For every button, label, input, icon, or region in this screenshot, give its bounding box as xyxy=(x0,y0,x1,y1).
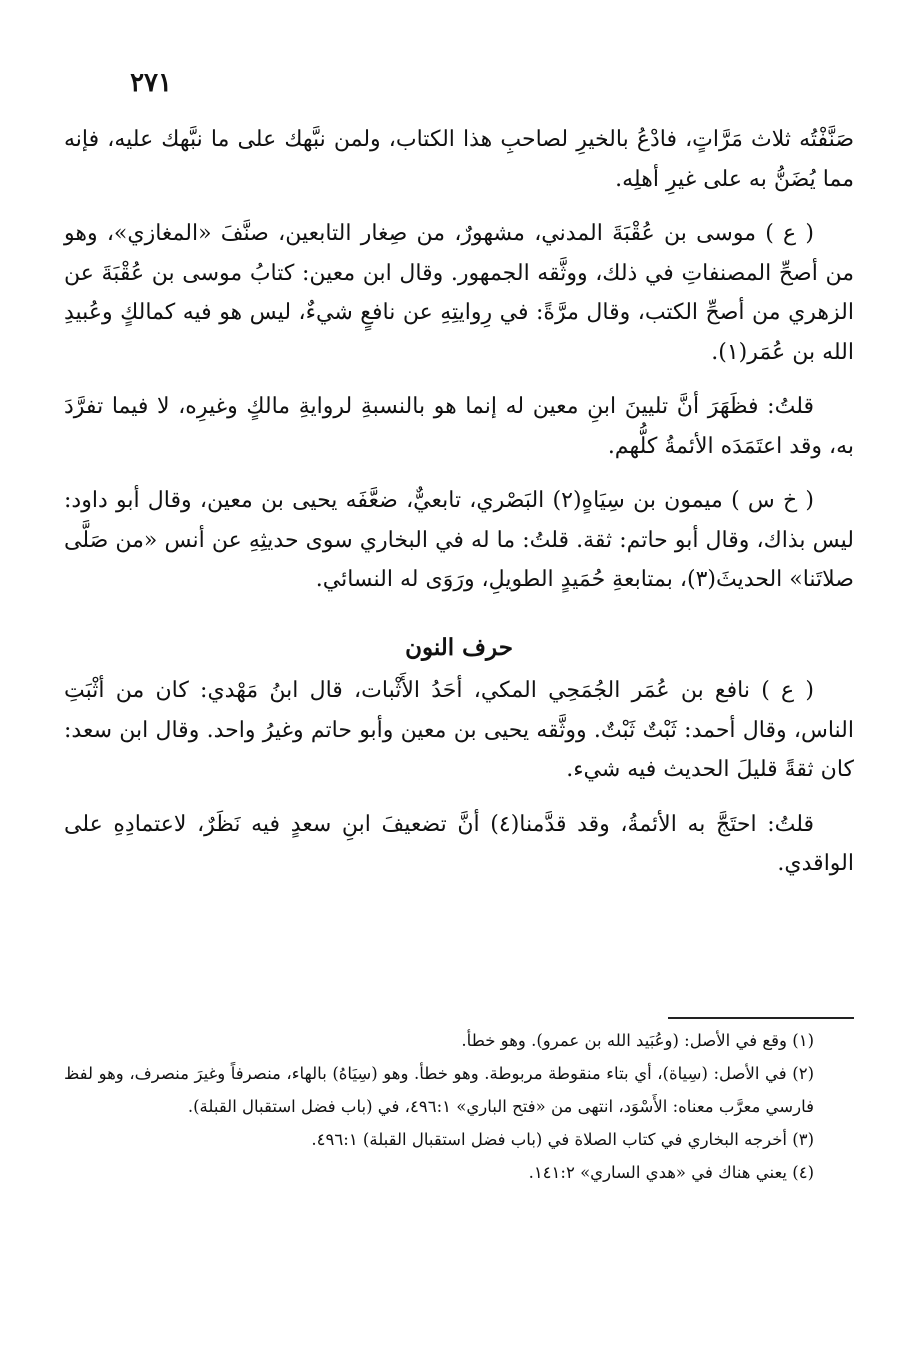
commentary-paragraph: قلتُ: احتَجَّ به الأئمةُ، وقد قدَّمنا(٤) أنَّ تضعيفَ ابنِ سعدٍ فيه نَظَرٌ، لاعتمادِهِ على الواقدي. xyxy=(64,811,854,876)
footnote-4: (٤) يعني هناك في «هدي الساري» ١٤١:٢. xyxy=(528,1163,814,1182)
paragraph-continuation: صَنَّفْتُه ثلاث مَرَّاتٍ، فادْعُ بالخيرِ لصاحبِ هذا الكتاب، ولمن نبَّهك على ما نبَّهك عليه، فإنه مما يُضَنُّ به على غيرِ أهلِه. xyxy=(64,127,854,192)
entry-nafi-ibn-umar: ( ع ) نافع بن عُمَر الجُمَحِي المكي، أحَدُ الأَثْبات، قال ابنُ مَهْدي: كان من أثْبَتِ الناس، وقال أحمد: ثَبْتٌ ثَبْتٌ. ووثَّقه يحيى بن معين وأبو حاتم وغيرُ واحد. وقال ابن سعد: كان ثقةً قليلَ الحديث فيه شيء. xyxy=(64,678,854,782)
footnotes xyxy=(64,1024,854,1189)
footnote-1: (١) وقع في الأصل: (وعُبَيد الله بن عمرو). وهو خطأ. xyxy=(461,1031,814,1050)
section-heading: حرف النون xyxy=(405,633,513,661)
footnote-divider xyxy=(668,1017,854,1019)
main-text xyxy=(64,120,854,884)
footnote-3: (٣) أخرجه البخاري في كتاب الصلاة في (باب فضل استقبال القبلة) ٤٩٦:١. xyxy=(311,1130,814,1149)
entry-maymun-ibn-siyah: ( خ س ) ميمون بن سِيَاهٍ(٢) البَصْري، تابعيٌّ، ضعَّفَه يحيى بن معين، وقال أبو داود: ليس بذاك، وقال أبو حاتم: ثقة. قلتُ: ما له في البخاري سوى حديثِهِ عن أنس «من صَلَّى صلاتَنا» الحديثَ(٣)، بمتابعةِ حُمَيدٍ الطويلِ، ورَوَى له النسائي. xyxy=(64,488,854,592)
entry-musa-ibn-uqba: ( ع ) موسى بن عُقْبَةَ المدني، مشهورٌ، من صِغار التابعين، صنَّفَ «المغازي»، وهو من أصحِّ المصنفاتِ في ذلك، ووثَّقه الجمهور. وقال ابن معين: كتابُ موسى بن عُقْبَةَ عن الزهري من أصحِّ الكتب، وقال مرَّةً: في رِوايتِهِ عن نافعٍ شيءٌ، ليس هو فيه كمالكٍ وعُبيدِ الله بن عُمَر(١). xyxy=(64,221,854,365)
footnote-2: (٢) في الأصل: (سِياة)، أي بتاء منقوطة مربوطة. وهو خطأ. وهو (سِيَاهُ) بالهاء، منصرفاً وغيرَ منصرف، وهو لفظ فارسي معرَّب معناه: الأَسْوَد، انتهى من «فتح الباري» ٤٩٦:١، في (باب فضل استقبال القبلة). xyxy=(64,1064,814,1116)
commentary-paragraph: قلتُ: فظَهَرَ أنَّ تليينَ ابنِ معين له إنما هو بالنسبةِ لروايةِ مالكٍ وغيرِه، لا فيما تفرَّدَ به، وقد اعتَمَدَه الأئمةُ كلُّهم. xyxy=(64,394,854,459)
page-number: ٢٧١ xyxy=(130,68,172,98)
